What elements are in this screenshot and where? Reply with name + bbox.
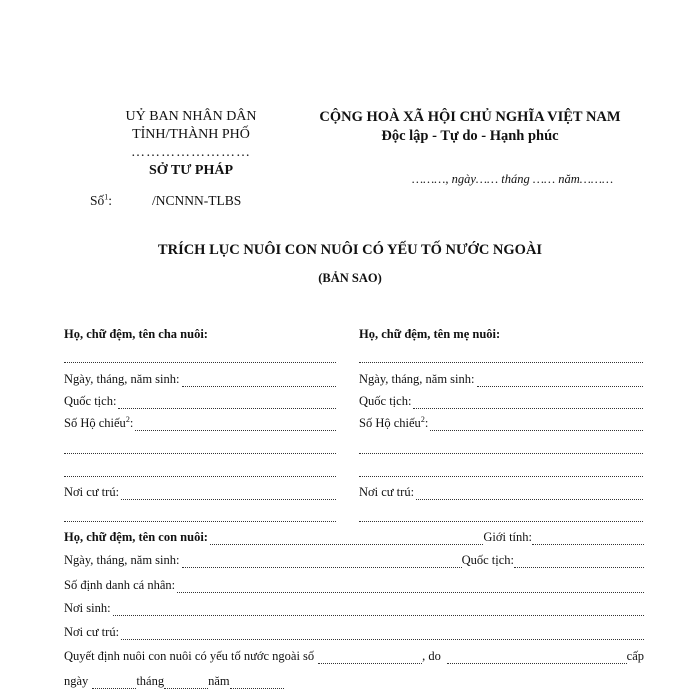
footnote-1: 1: [104, 192, 109, 202]
agency-department: SỞ TƯ PHÁP: [148, 163, 233, 178]
father-nationality-field[interactable]: [118, 396, 336, 409]
child-id-field[interactable]: [177, 580, 644, 593]
mother-passport-label: Số Hộ chiếu$^2$:: [359, 414, 429, 430]
mother-dob-label: Ngày, tháng, năm sinh:: [359, 372, 475, 386]
mother-passport-row: [359, 413, 643, 431]
child-name-field[interactable]: [210, 532, 483, 545]
father-dob-row: [64, 369, 336, 387]
child-dob-row: [64, 550, 644, 568]
child-gender-field[interactable]: [532, 532, 644, 545]
decision-issuer-field[interactable]: [447, 651, 627, 664]
agency-line-2: TỈNH/THÀNH PHỐ: [132, 127, 250, 142]
child-name-label: Họ, chữ đệm, tên con nuôi:: [64, 530, 208, 544]
child-dob-label: Ngày, tháng, năm sinh:: [64, 553, 180, 567]
child-dob-field[interactable]: [182, 555, 462, 568]
child-birthplace-row: [64, 598, 644, 616]
mother-residence-row: [359, 482, 643, 500]
child-residence-label: Nơi cư trú:: [64, 625, 120, 639]
mother-passport-field[interactable]: [430, 418, 643, 431]
father-residence-label: Nơi cư trú:: [64, 485, 120, 499]
father-extra-line-3[interactable]: [64, 504, 336, 522]
father-passport-row: [64, 413, 336, 431]
decision-row: [64, 646, 644, 664]
national-motto: [290, 108, 650, 146]
mother-nationality-field[interactable]: [413, 396, 643, 409]
decision-month-field[interactable]: [164, 676, 208, 689]
father-name-heading: [64, 324, 336, 342]
mother-extra-line-3[interactable]: [359, 504, 643, 522]
mother-dob-field[interactable]: [477, 374, 644, 387]
child-id-row: [64, 575, 644, 593]
decision-date-row: [64, 671, 304, 689]
document-title: TRÍCH LỤC NUÔI CON NUÔI CÓ YẾU TỐ NƯỚC NGOÀI: [157, 242, 543, 258]
mother-name-label: Họ, chữ đệm, tên mẹ nuôi:: [359, 327, 501, 341]
child-gender-label: Giới tính:: [483, 530, 532, 544]
father-extra-line-1[interactable]: [64, 436, 336, 454]
so-colon: :: [108, 193, 113, 208]
document-subtitle: (BẢN SAO): [318, 271, 382, 285]
father-passport-text: Số Hộ chiếu: [64, 416, 126, 430]
nation-name: CỘNG HOÀ XÃ HỘI CHỦ NGHĨA VIỆT NAM: [319, 109, 621, 125]
decision-label: Quyết định nuôi con nuôi có yếu tố nước ngoài số: [64, 649, 315, 663]
mother-extra-line-1[interactable]: [359, 436, 643, 454]
agency-line-1: UỶ BAN NHÂN DÂN: [125, 109, 257, 124]
issuing-agency: [86, 108, 296, 180]
child-nationality-field[interactable]: [514, 555, 644, 568]
mother-name-field[interactable]: [359, 345, 643, 363]
mother-dob-row: [359, 369, 643, 387]
father-extra-line-2[interactable]: [64, 459, 336, 477]
father-dob-label: Ngày, tháng, năm sinh:: [64, 372, 180, 386]
father-name-field[interactable]: [64, 345, 336, 363]
child-id-label: Số định danh cá nhân:: [64, 578, 176, 592]
so-code: /NCNNN-TLBS: [152, 193, 242, 208]
father-passport-label: Số Hộ chiếu$^2$:: [64, 414, 134, 430]
decision-day-field[interactable]: [92, 676, 136, 689]
nation-motto: Độc lập - Tự do - Hạnh phúc: [381, 128, 559, 144]
father-name-label: Họ, chữ đệm, tên cha nuôi:: [64, 327, 208, 341]
mother-residence-label: Nơi cư trú:: [359, 485, 415, 499]
child-birthplace-field[interactable]: [113, 603, 644, 616]
father-residence-field[interactable]: [121, 487, 336, 500]
father-nationality-label: Quốc tịch:: [64, 394, 117, 408]
mother-name-heading: [359, 324, 643, 342]
mother-residence-field[interactable]: [416, 487, 643, 500]
mother-extra-line-2[interactable]: [359, 459, 643, 477]
mother-passport-text: Số Hộ chiếu: [359, 416, 421, 430]
child-residence-field[interactable]: [121, 627, 644, 640]
document-number: [90, 193, 241, 209]
decision-day-label: ngày: [64, 674, 89, 688]
decision-month-label: tháng: [136, 674, 165, 688]
date-line: ………, ngày…… tháng …… năm………: [412, 172, 614, 186]
father-nationality-row: [64, 391, 336, 409]
child-nationality-label: Quốc tịch:: [461, 553, 514, 567]
child-name-row: [64, 527, 644, 545]
mother-nationality-row: [359, 391, 643, 409]
footnote-2: 2: [420, 414, 425, 424]
father-dob-field[interactable]: [182, 374, 337, 387]
so-label: Số: [90, 193, 105, 208]
decision-number-field[interactable]: [318, 651, 422, 664]
father-passport-field[interactable]: [135, 418, 336, 431]
footnote-2: 2: [125, 414, 130, 424]
child-residence-row: [64, 622, 644, 640]
mother-nationality-label: Quốc tịch:: [359, 394, 412, 408]
decision-by-label: , do: [422, 649, 441, 663]
decision-year-field[interactable]: [230, 676, 284, 689]
decision-issue-label: cấp: [626, 649, 644, 663]
child-birthplace-label: Nơi sinh:: [64, 601, 111, 615]
agency-dots: ……………………: [131, 145, 251, 160]
father-residence-row: [64, 482, 336, 500]
decision-year-label: năm: [208, 674, 230, 688]
